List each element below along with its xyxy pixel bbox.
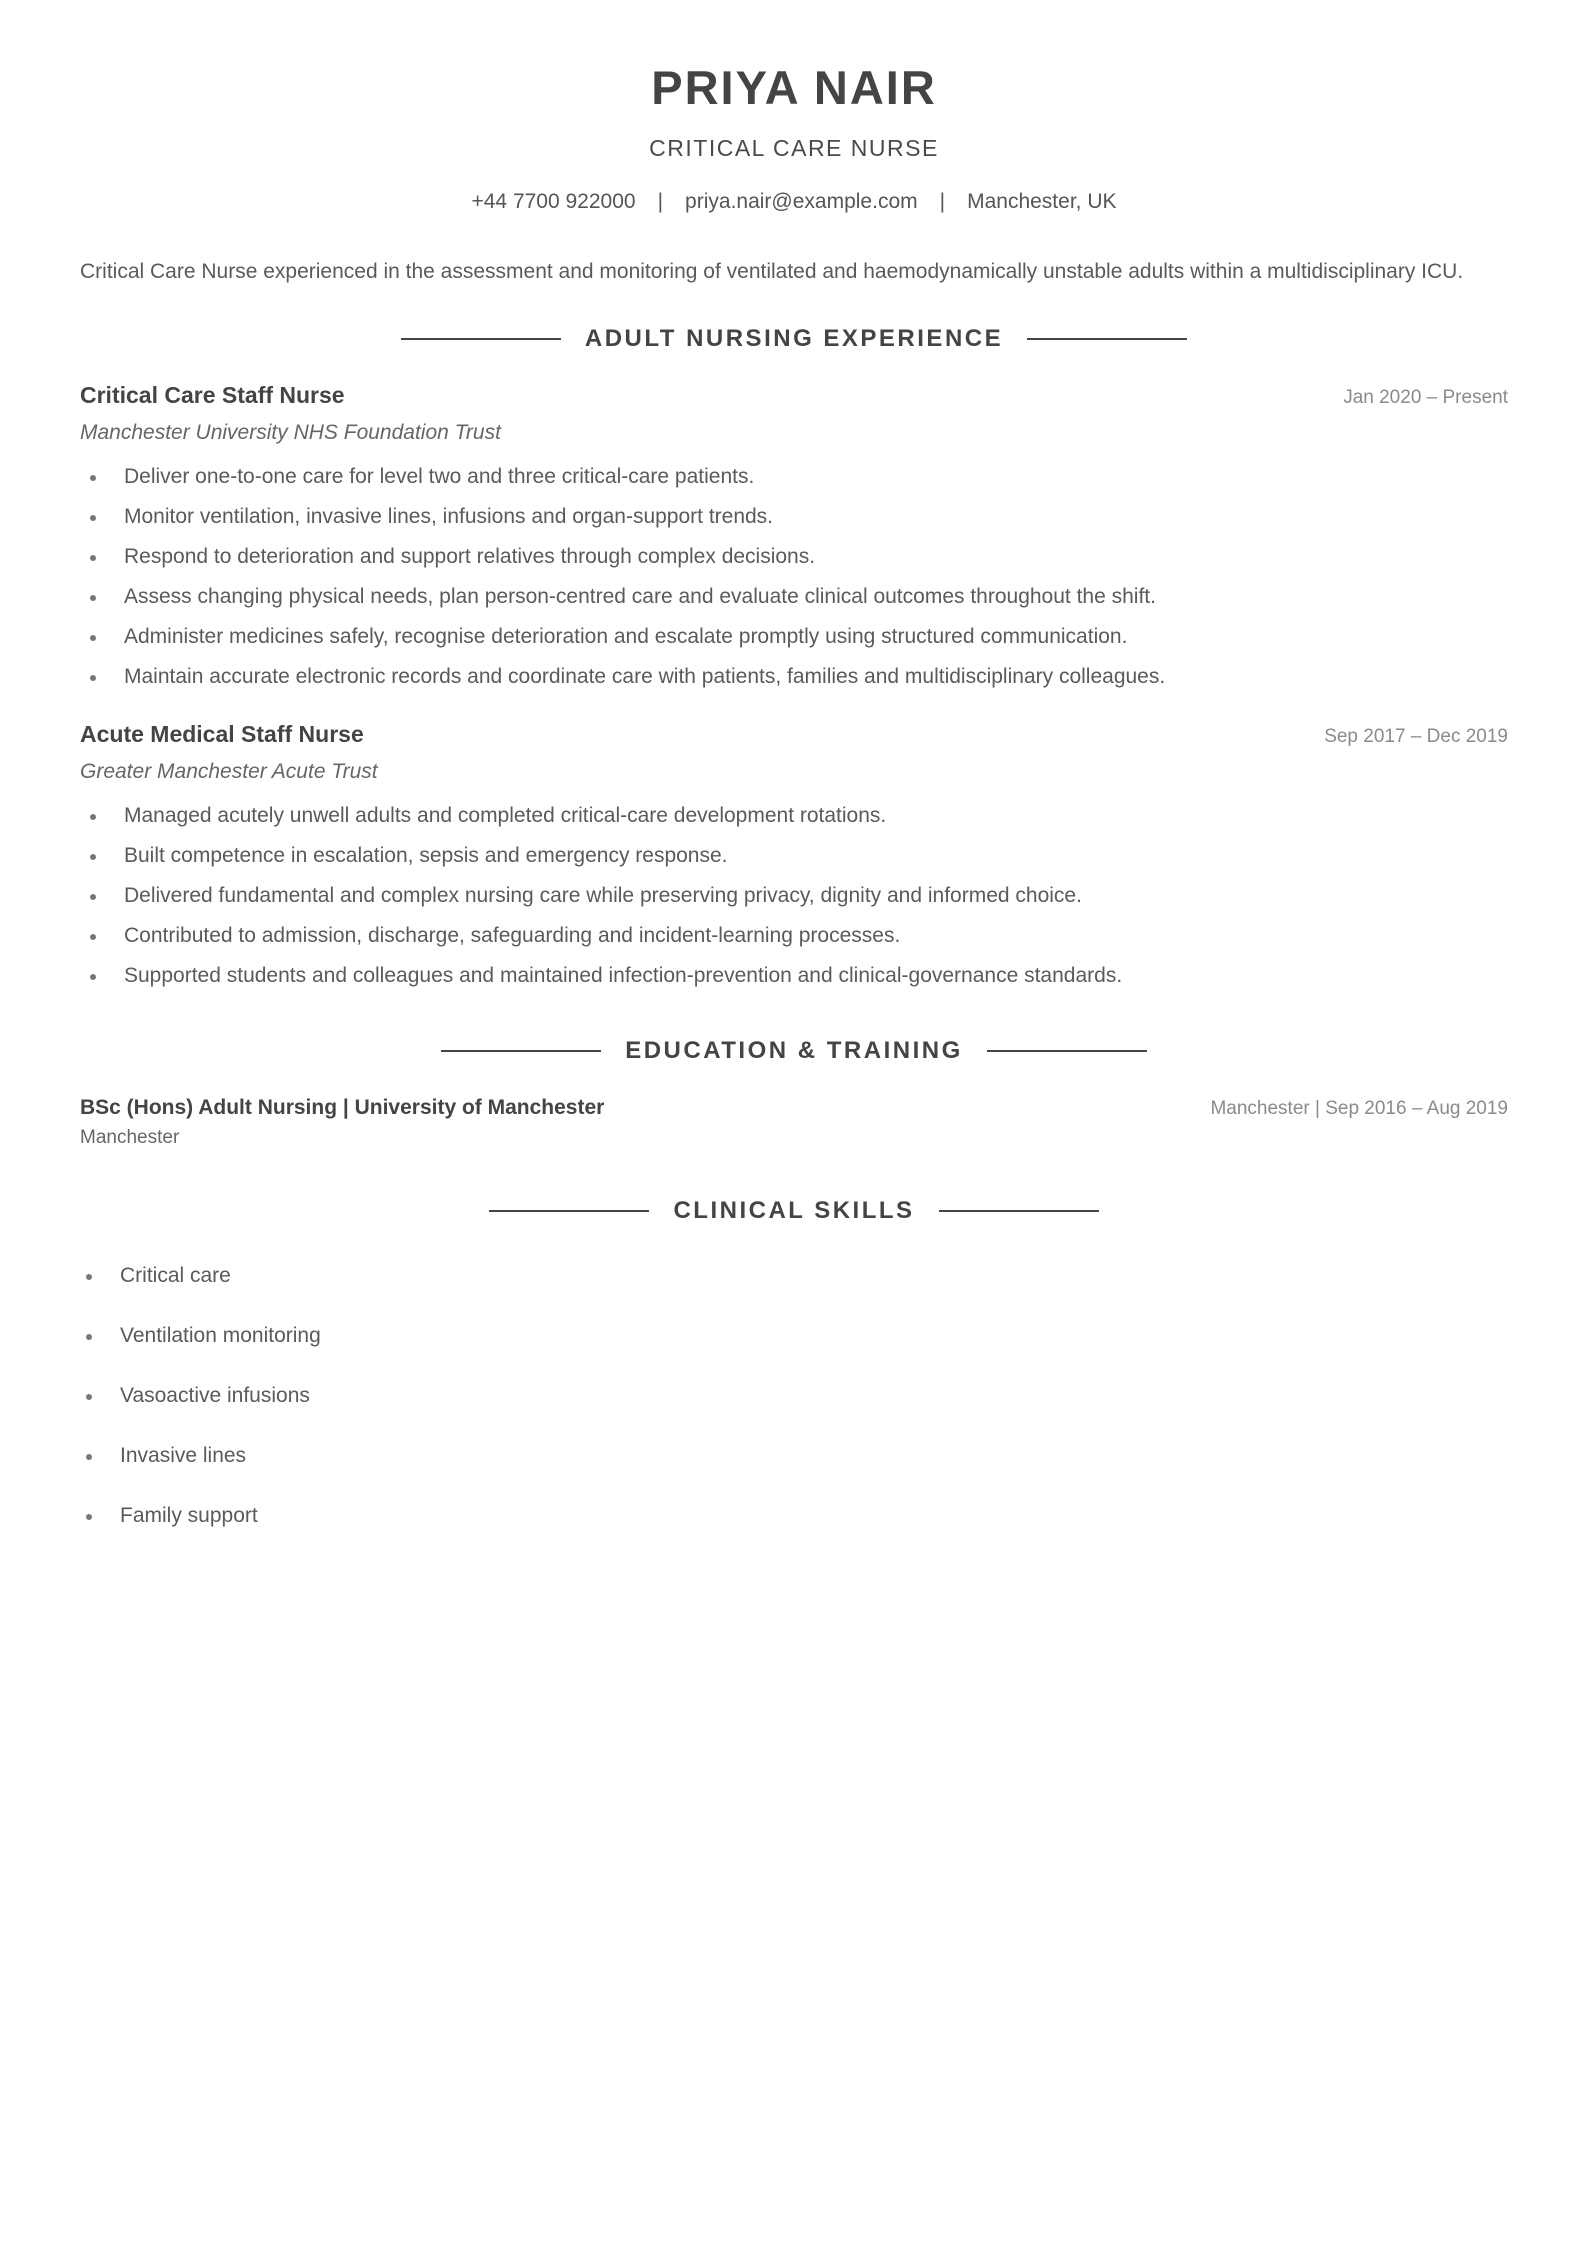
skill-item: Vasoactive infusions [80, 1366, 1508, 1426]
skill-item: Ventilation monitoring [80, 1306, 1508, 1366]
contact-separator: | [939, 190, 946, 213]
skill-item: Invasive lines [80, 1426, 1508, 1486]
employer-name: Greater Manchester Acute Trust [80, 760, 378, 783]
skill-item: Family support [80, 1486, 1508, 1546]
skills-heading-text: CLINICAL SKILLS [673, 1197, 915, 1224]
skills-list [80, 1246, 1508, 1546]
candidate-name: PRIYA NAIR [651, 61, 937, 114]
contact-separator: | [657, 190, 664, 213]
heading-rule-right [1027, 338, 1187, 340]
job-bullets [80, 457, 1508, 697]
heading-rule-right [987, 1050, 1147, 1052]
candidate-title: CRITICAL CARE NURSE [649, 135, 939, 161]
education-location: Manchester [80, 1127, 180, 1148]
employer-name: Manchester University NHS Foundation Trust [80, 421, 501, 444]
heading-rule-left [441, 1050, 601, 1052]
skill-item: Critical care [80, 1246, 1508, 1306]
job-entry [80, 380, 1508, 697]
job-bullet: Monitor ventilation, invasive lines, infusions and organ-support trends. [80, 497, 1508, 537]
job-bullet: Managed acutely unwell adults and completed critical-care development rotations. [80, 796, 1508, 836]
job-header [80, 380, 1508, 411]
job-bullet: Administer medicines safely, recognise deterioration and escalate promptly using structured communication. [80, 617, 1508, 657]
heading-rule-left [489, 1210, 649, 1212]
job-bullet: Assess changing physical needs, plan person-centred care and evaluate clinical outcomes throughout the shift. [80, 577, 1508, 617]
experience-section-heading [80, 324, 1508, 354]
job-bullet: Respond to deterioration and support relatives through complex decisions. [80, 537, 1508, 577]
experience-heading-text: ADULT NURSING EXPERIENCE [584, 325, 1004, 352]
profile-summary: Critical Care Nurse experienced in the assessment and monitoring of ventilated and haemodynamically unstable adults within a multidisciplinary ICU. [80, 260, 1464, 283]
education-section-heading [80, 1036, 1508, 1066]
education-dates: Manchester | Sep 2016 – Aug 2019 [1210, 1098, 1508, 1119]
degree-title: BSc (Hons) Adult Nursing | University of Manchester [80, 1096, 605, 1119]
job-dates: Sep 2017 – Dec 2019 [1324, 726, 1508, 747]
job-bullet: Supported students and colleagues and maintained infection-prevention and clinical-governance standards. [80, 956, 1508, 996]
job-bullet: Built competence in escalation, sepsis and emergency response. [80, 836, 1508, 876]
job-title: Critical Care Staff Nurse [80, 382, 345, 408]
job-bullet: Deliver one-to-one care for level two and three critical-care patients. [80, 457, 1508, 497]
job-bullet: Maintain accurate electronic records and coordinate care with patients, families and multidisciplinary colleagues. [80, 657, 1508, 697]
job-title: Acute Medical Staff Nurse [80, 721, 364, 747]
skills-section-heading [80, 1196, 1508, 1226]
job-bullets [80, 796, 1508, 996]
education-entry [80, 1094, 1508, 1150]
heading-rule-right [939, 1210, 1099, 1212]
job-entry [80, 719, 1508, 996]
job-header [80, 719, 1508, 750]
education-header [80, 1094, 1508, 1122]
education-heading-text: EDUCATION & TRAINING [625, 1037, 963, 1064]
contact-email: priya.nair@example.com [685, 190, 918, 213]
contact-line [80, 189, 1508, 215]
job-dates: Jan 2020 – Present [1343, 387, 1508, 408]
contact-phone: +44 7700 922000 [471, 190, 636, 213]
heading-rule-left [401, 338, 561, 340]
contact-location: Manchester, UK [967, 190, 1117, 213]
job-bullet: Delivered fundamental and complex nursing care while preserving privacy, dignity and informed choice. [80, 876, 1508, 916]
job-bullet: Contributed to admission, discharge, safeguarding and incident-learning processes. [80, 916, 1508, 956]
